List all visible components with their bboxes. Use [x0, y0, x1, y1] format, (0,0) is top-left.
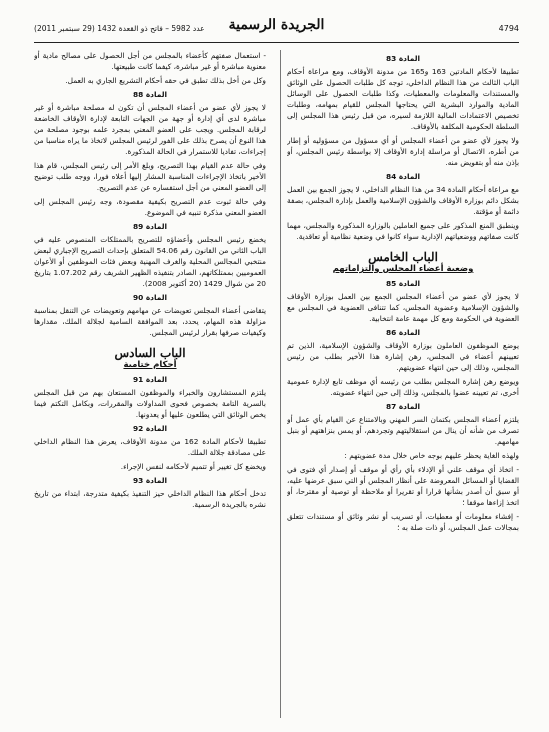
- paragraph: وينطبق المنع المذكور على جميع العاملين بالوزارة المذكورة والمجلس، مهما كانت صفاتهم ووضعياتهم الإدارية سواء كانوا في وضعية نظامية أو تعاقدية.: [287, 221, 519, 241]
- paragraph: يتقاضى أعضاء المجلس تعويضات عن مهامهم وتعويضات عن التنقل بمناسبة مزاولة هذه المهام، يحدد، بعد الموافقة السامية لجلالة الملك، مقدارها وكيفيات صرفها بقرار لرئيس المجلس.: [34, 306, 266, 337]
- paragraph: يلتزم أعضاء المجلس بكتمان السر المهني وبالامتناع عن القيام بأي عمل أو تصرف من شأنه أن ينال من استقلاليتهم وتجردهم، أو يمس بنزاهتهم أو بنبل مهامهم.: [287, 415, 519, 446]
- paragraph: وفي حالة عدم القيام بهذا التصريح، وبلغ الأمر إلى رئيس المجلس، قام هذا الأخير باتخاذ الإجراءات المناسبة المشار إليها أعلاه فورا، ووجه طلب توضيح إلى العضو المعني من أجل استفساره عن عدم التصريح.: [34, 161, 266, 192]
- paragraph: ولهذه الغاية يحظر عليهم بوجه خاص خلال مدة عضويتهم :: [344, 451, 519, 460]
- paragraph: لا يجوز لأي عضو من أعضاء المجلس الجمع بين العمل بوزارة الأوقاف والشؤون الإسلامية وعضوية المجلس، كما تتنافى العضوية في المجلس مع العضوية في الحكومة ومع كل مهمة عامة انتخابية.: [287, 292, 519, 323]
- article-number: المادة 84: [385, 172, 421, 181]
- article-number: المادة 89: [132, 222, 168, 231]
- article-number: المادة 85: [385, 279, 421, 288]
- article-number: المادة 83: [385, 54, 421, 63]
- right-column: [287, 50, 519, 718]
- paragraph: ويوضع رهن إشارة المجلس بطلب من رئيسه أي موظف تابع لإدارة عمومية أخرى، تم تعيينه عضوا بالمجلس، وذلك إلى حين انتهاء عضويته.: [287, 377, 519, 397]
- article-number: المادة 87: [385, 402, 421, 411]
- paragraph: يخضع رئيس المجلس وأعضاؤه للتصريح بالممتلكات المنصوص عليه في الباب الثاني من القانون رقم 54.06 المتعلق بإحداث التصريح الإجباري لبعض منتخبي المجالس المحلية والغرف المهنية وبعض فئات الموظفين أو الأعوان العموميين بممتلكاتهم، الصادر بتنفيذه الظهير الشريف رقم 1.07.202 بتاريخ 20 من شوال 1429 (20 أكتوبر 2008).: [34, 235, 266, 288]
- article-number: المادة 90: [132, 293, 168, 302]
- paragraph: لا يجوز لأي عضو من أعضاء المجلس أن تكون له مصلحة مباشرة أو غير مباشرة لدى أي إدارة أو جهة من الجهات التابعة لإدارة الأوقاف الخاضعة لرقابة المجلس. ويجب على العضو المعني بمجرد علمه بوجود مصلحة من هذا النوع أن يصرح بذلك على الفور لرئيس المجلس لاتخاذ ما يراه مناسبا من إجراءات، تفاديا للاستمرار في الحالة المذكورة.: [34, 103, 266, 156]
- paragraph: وفي حالة ثبوت عدم التصريح بكيفية مقصودة، وجه رئيس المجلس إلى العضو المعني مذكرة تنبيه في الموضوع.: [34, 197, 266, 217]
- section-subtitle: أحكام ختامية: [123, 360, 177, 370]
- paragraph: مع مراعاة أحكام المادة 34 من هذا النظام الداخلي، لا يجوز الجمع بين العمل بشكل دائم بوزارة الأوقاف والشؤون الإسلامية والعمل بإدارة المجلس، بصفة دائمة أو مؤقتة.: [287, 185, 519, 216]
- paragraph: تطبيقا لأحكام المادتين 163 و165 من مدونة الأوقاف، ومع مراعاة أحكام الباب الثالث من هذا النظام الداخلي، توجه كل طلبات الحصول على الوثائق والمستندات والمعلومات والمعطيات، وكذا طلبات الحصول على الوسائل المادية والموارد البشرية التي يحتاجها المجلس للقيام بمهامه، وطلبات تخصيص الاعتمادات المالية اللازمة لسيره، من قبل رئيس هذا المجلس إلى السلطة الحكومية المكلفة بالأوقاف.: [287, 67, 519, 131]
- paragraph: ولا يجوز لأي عضو من أعضاء المجلس أو أي مسؤول من مسؤوليه أو إطار من أطره، الاتصال أو مراسلة إدارة الأوقاف إلا بواسطة رئيس المجلس، أو بإذن منه أو بتفويض منه.: [287, 136, 519, 167]
- paragraph: وكل من أخل بذلك تطبق في حقه أحكام التشريع الجاري به العمل.: [65, 76, 266, 85]
- document-body: [34, 50, 519, 718]
- paragraph: - استعمال صفتهم كأعضاء بالمجلس من أجل الحصول على مصالح مادية أو معنوية مباشرة أو غير مباشرة، كيفما كانت طبيعتها.: [34, 51, 266, 71]
- article-number: المادة 88: [132, 90, 168, 99]
- page-header: [34, 14, 519, 43]
- article-number: المادة 92: [132, 424, 168, 433]
- paragraph: - إفشاء معلومات أو معطيات، أو تسريب أو نشر وثائق أو مستندات تتعلق بمجالات عمل المجلس، أو ذات صلة به ؛: [287, 512, 519, 532]
- paragraph: تطبيقا لأحكام المادة 162 من مدونة الأوقاف، يعرض هذا النظام الداخلي على مصادقة جلالة الملك.: [34, 437, 266, 457]
- page-number: 4794: [498, 24, 519, 33]
- issue-info: عدد 5982 – فاتح ذو القعدة 1432 (29 سبتمبر 2011): [34, 24, 205, 33]
- section-heading: الباب السادس: [114, 346, 186, 360]
- paragraph: - اتخاذ أي موقف علني أو الإدلاء بأي رأي أو موقف أو إصدار أي فتوى في القضايا أو المسائل المعروضة على أنظار المجلس أو التي سبق عرضها عليه، أو سبق أن أصدر بشأنها قرارا أو تقريرا أو ملاحظة أو توصية أو مقترحا، أو اتخذ إزاءها موقفا ؛: [287, 465, 519, 507]
- paragraph: تدخل أحكام هذا النظام الداخلي حيز التنفيذ بكيفية متدرجة، ابتداء من تاريخ نشره بالجريدة الرسمية.: [34, 489, 266, 509]
- journal-title: الجريدة الرسمية: [228, 17, 325, 33]
- section-subtitle: وضعية أعضاء المجلس والتزاماتهم: [332, 264, 474, 274]
- column-divider: [280, 50, 281, 718]
- paragraph: يلتزم المستشارون والخبراء والموظفون المستعان بهم من قبل المجلس بالسرية التامة بخصوص فحوى المداولات والمقررات، وبكامل التكتم فيما يخص الوثائق التي يطلعون عليها أو يعدونها.: [34, 388, 266, 419]
- left-column: [34, 50, 266, 718]
- article-number: المادة 86: [385, 328, 421, 337]
- article-number: المادة 91: [132, 375, 168, 384]
- article-number: المادة 93: [132, 476, 168, 485]
- section-heading: الباب الخامس: [368, 250, 438, 264]
- paragraph: يوضع الموظفون العاملون بوزارة الأوقاف والشؤون الإسلامية، الذين تم تعيينهم أعضاء في المجلس، رهن إشارة هذا الأخير بطلب من رئيس المجلس، وذلك إلى حين انتهاء عضويتهم.: [287, 341, 519, 372]
- paragraph: ويخضع كل تغيير أو تتميم لأحكامه لنفس الإجراء.: [120, 462, 266, 471]
